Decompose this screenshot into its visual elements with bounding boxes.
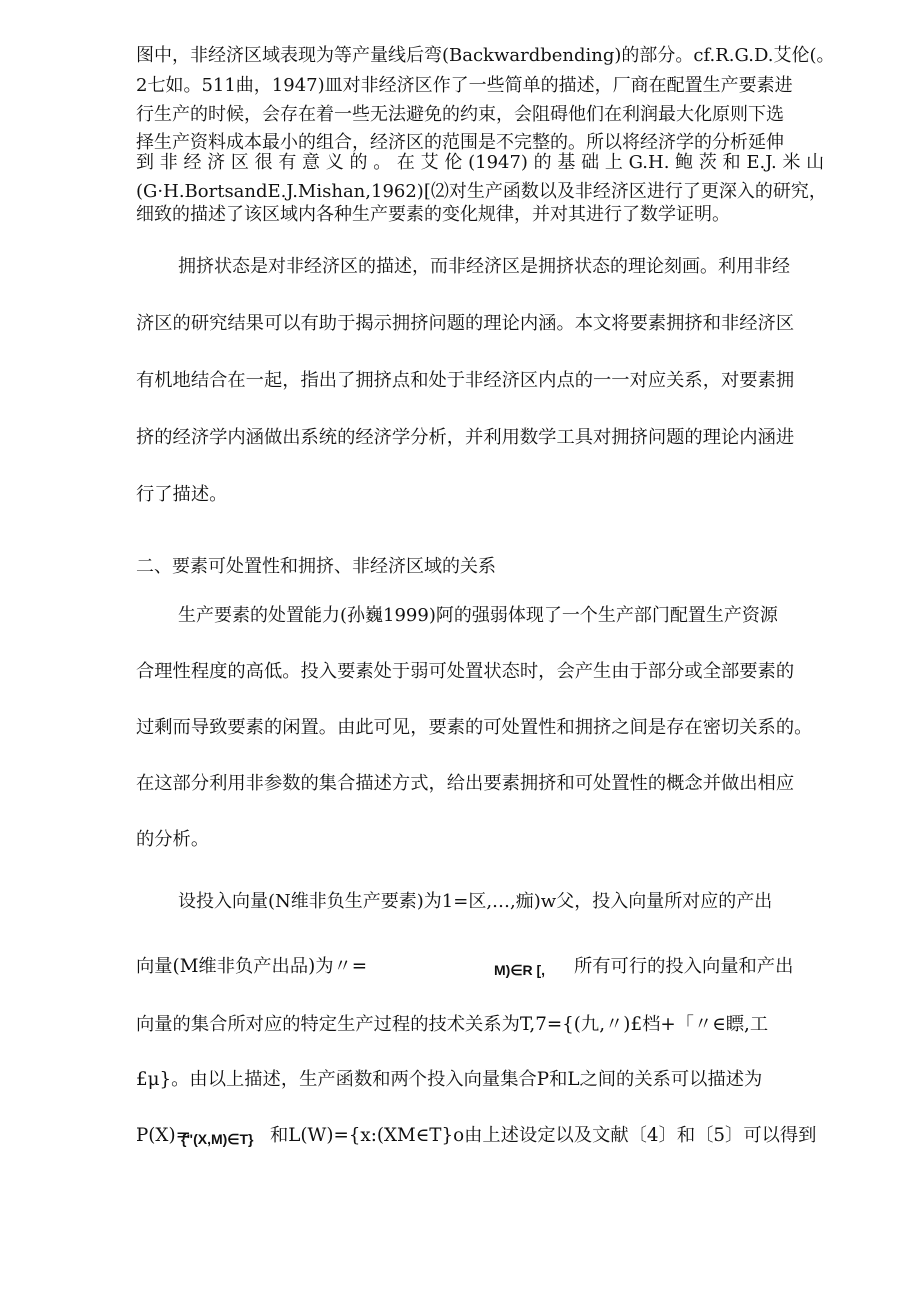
text-line: 向量(M维非负产出品)为〃=	[136, 956, 368, 977]
text-line: 有机地结合在一起，指出了拥挤点和处于非经济区内点的一一对应关系，对要素拥	[136, 370, 795, 391]
text-line: 过剩而导致要素的闲置。由此可见，要素的可处置性和拥挤之间是存在密切关系的。	[136, 717, 813, 738]
text-line: £μ}。由以上描述，生产函数和两个投入向量集合P和L之间的关系可以描述为	[136, 1069, 763, 1090]
text-line: (G·H.BortsandE.J.Mishan,1962)[⑵对生产函数以及非经济区进行了更深入的研究，	[136, 181, 827, 202]
text-line: P(X)=	[136, 1125, 191, 1146]
text-line: 图中，非经济区域表现为等产量线后弯(Backwardbending)的部分。cf.R.G.D.艾伦(。	[136, 45, 835, 66]
text-line: 所有可行的投入向量和产出	[574, 956, 794, 977]
formula-fragment: {"(X,M)∈T}	[181, 1131, 254, 1147]
text-line: 行生产的时候，会存在着一些无法避免的约束，会阻碍他们在利润最大化原则下选	[136, 104, 784, 125]
text-line: 向量的集合所对应的特定生产过程的技术关系为T,7={(九,〃)£档+「〃∈瞟,工	[136, 1014, 769, 1035]
text-line: 的分析。	[136, 829, 210, 850]
formula-fragment: M)∈R [,	[494, 962, 546, 978]
text-line: 细致的描述了该区域内各种生产要素的变化规律，并对其进行了数学证明。	[136, 204, 730, 225]
text-line: 到 非 经 济 区 很 有 意 义 的 。 在 艾 伦 (1947) 的 基 础 上 G.H. 鲍 茨 和 E.J. 米 山	[136, 152, 825, 173]
text-line: 2七如。511曲，1947)皿对非经济区作了一些简单的描述，厂商在配置生产要素进	[136, 75, 793, 96]
text-line: 生产要素的处置能力(孙巍1999)阿的强弱体现了一个生产部门配置生产资源	[178, 605, 778, 626]
text-line: 在这部分利用非参数的集合描述方式，给出要素拥挤和可处置性的概念并做出相应	[136, 773, 795, 794]
text-line: 设投入向量(N维非负生产要素)为1=区,…,痂)w父，投入向量所对应的产出	[178, 891, 773, 912]
text-line: 和L(W)={x:(XM∈T}o由上述设定以及文献〔4〕和〔5〕可以得到	[270, 1125, 817, 1146]
text-line: 合理性程度的高低。投入要素处于弱可处置状态时，会产生由于部分或全部要素的	[136, 661, 795, 682]
text-line: 行了描述。	[136, 484, 228, 505]
text-line: 挤的经济学内涵做出系统的经济学分析，并利用数学工具对拥挤问题的理论内涵进	[136, 427, 795, 448]
text-line: 择生产资料成本最小的组合，经济区的范围是不完整的。所以将经济学的分析延伸	[136, 132, 784, 153]
text-line: 拥挤状态是对非经济区的描述，而非经济区是拥挤状态的理论刻画。利用非经	[178, 256, 790, 277]
section-heading: 二、要素可处置性和拥挤、非经济区域的关系	[136, 556, 496, 577]
text-line: 济区的研究结果可以有助于揭示拥挤问题的理论内涵。本文将要素拥挤和非经济区	[136, 313, 795, 334]
